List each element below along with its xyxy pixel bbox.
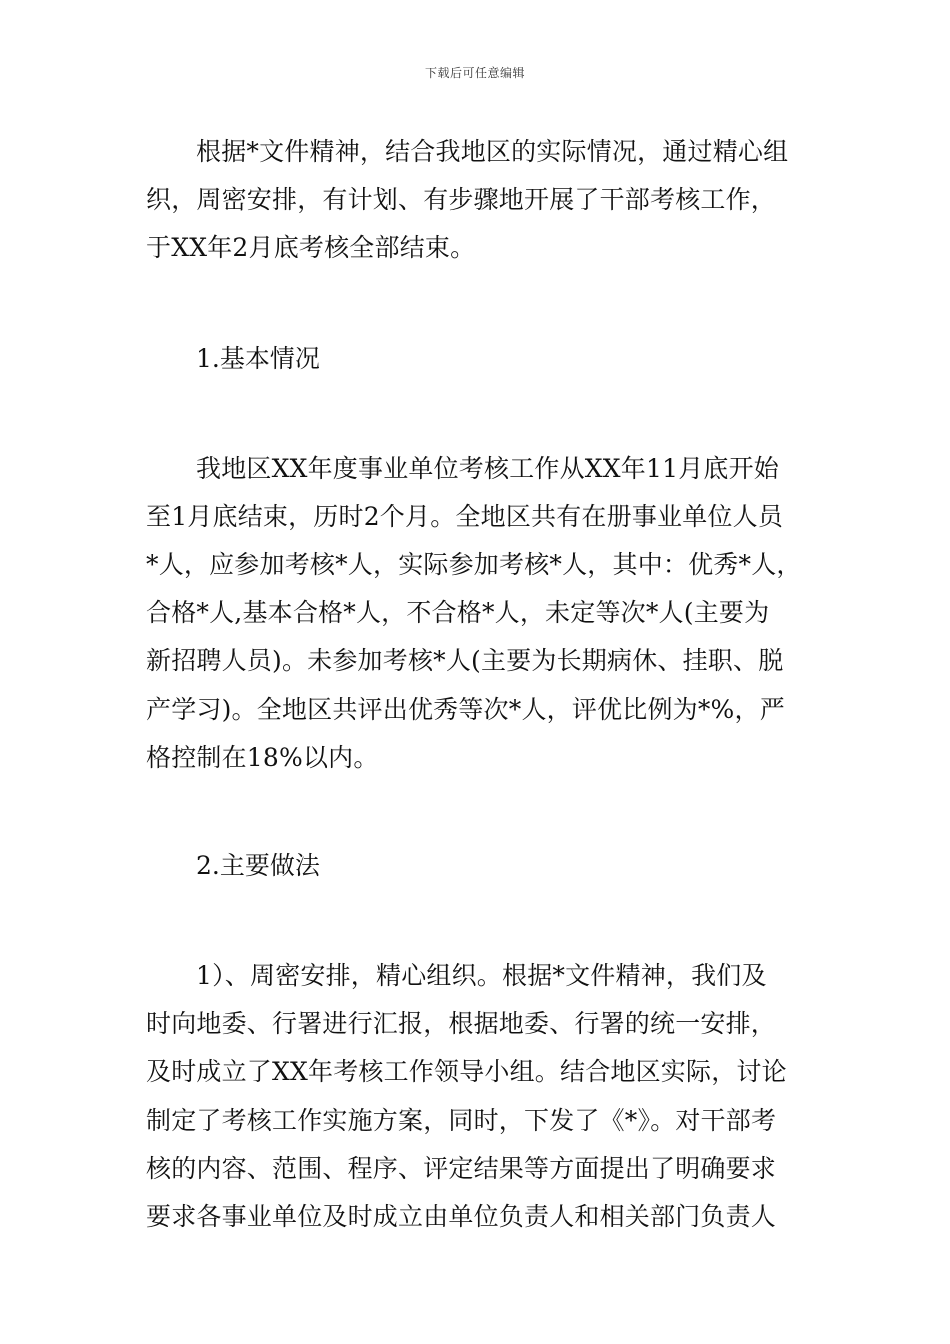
intro-paragraph: 根据*文件精神，结合我地区的实际情况，通过精心组 织，周密安排，有计划、有步骤地开展了干部考核工作， 于XX年2月底考核全部结束。	[146, 137, 789, 263]
section-methods-paragraph: 1）、周密安排，精心组织。根据*文件精神，我们及 时向地委、行署进行汇报，根据地委、行署的统一安排， 及时成立了XX年考核工作领导小组。结合地区实际，讨论 制定了考核工作实施方案，同时，下发了《*》。对干部考 核的内容、范围、程序、评定结果等方面提出了明确要求 要求各事业单位及时成立由单位负责人和相关部门负责人	[146, 961, 787, 1232]
section-heading-basic: 1.基本情况	[196, 343, 320, 373]
document-body	[146, 128, 811, 1241]
section-heading-methods: 2.主要做法	[196, 851, 320, 881]
section-basic-paragraph: 我地区XX年度事业单位考核工作从XX年11月底开始 至1月底结束，历时2个月。全地区共有在册事业单位人员 *人，应参加考核*人，实际参加考核*人，其中：优秀*人， 合格*人,基本合格*人，不合格*人，未定等次*人(主要为 新招聘人员)。未参加考核*人(主要为长期病休、挂职、脱 产学习)。全地区共评出优秀等次*人，评优比例为*%，严 格控制在18%以内。	[146, 453, 802, 772]
page-header: 下载后可任意编辑	[424, 66, 525, 80]
